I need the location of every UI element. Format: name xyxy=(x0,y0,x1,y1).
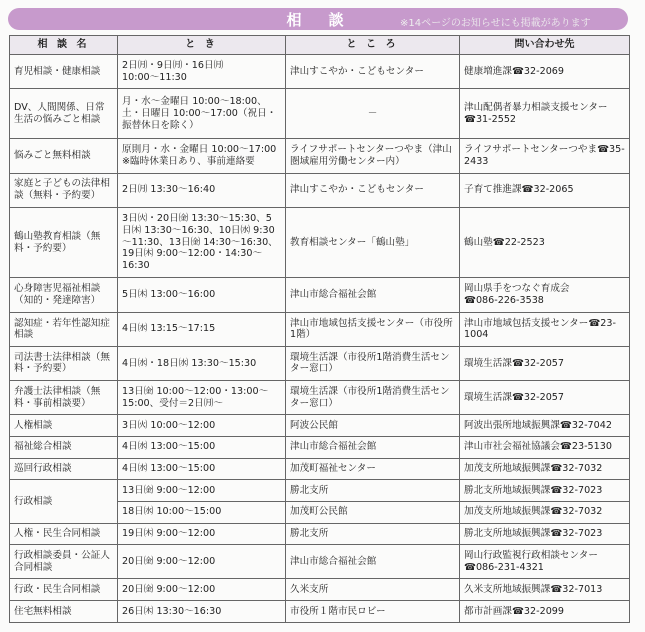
table-row xyxy=(10,601,630,623)
table-row xyxy=(10,415,630,437)
row-time: 4日㈬ 13:00～15:00 xyxy=(118,436,286,458)
row-name: 鶴山塾教育相談（無料・予約要） xyxy=(10,207,118,278)
table-row xyxy=(10,523,630,545)
row-place: 勝北支所 xyxy=(286,480,460,502)
row-place: ライフサポートセンターつやま（津山圏域雇用労働センター内） xyxy=(286,139,460,173)
row-time: 20日㈮ 9:00～12:00 xyxy=(118,579,286,601)
row-time: 2日㈪ 13:30～16:40 xyxy=(118,173,286,207)
row-time: 4日㈬ 13:00～15:00 xyxy=(118,458,286,480)
row-contact: 岡山県手をつなぐ育成会 ☎086-226-3538 xyxy=(460,278,630,312)
section-title: 相 談 xyxy=(286,11,350,29)
row-name: 行政相談 xyxy=(10,480,118,523)
row-name: 行政相談委員・公証人合同相談 xyxy=(10,545,118,579)
row-place: 久米支所 xyxy=(286,579,460,601)
row-contact: 津山市地域包括支援センター☎23-1004 xyxy=(460,312,630,346)
row-contact: 阿波出張所地域振興課☎32-7042 xyxy=(460,415,630,437)
row-place: 教育相談センター「鶴山塾」 xyxy=(286,207,460,278)
row-contact: 岡山行政監視行政相談センター☎086-231-4321 xyxy=(460,545,630,579)
row-time: 3日㈫ 10:00～12:00 xyxy=(118,415,286,437)
row-time: 5日㈭ 13:00～16:00 xyxy=(118,278,286,312)
row-contact: 加茂支所地域振興課☎32-7032 xyxy=(460,501,630,523)
row-contact: 環境生活課☎32-2057 xyxy=(460,346,630,380)
row-name: 住宅無料相談 xyxy=(10,601,118,623)
table-row xyxy=(10,139,630,173)
table-row xyxy=(10,346,630,380)
row-name: 行政・民生合同相談 xyxy=(10,579,118,601)
table-row xyxy=(10,579,630,601)
section-banner xyxy=(8,8,628,30)
row-time: 13日㈮ 9:00～12:00 xyxy=(118,480,286,502)
table-row xyxy=(10,89,630,139)
row-contact: 健康増進課☎32-2069 xyxy=(460,55,630,89)
row-place: 環境生活課（市役所1階消費生活センター窓口） xyxy=(286,381,460,415)
row-name: 心身障害児福祉相談（知的・発達障害） xyxy=(10,278,118,312)
table-row xyxy=(10,55,630,89)
row-place: 阿波公民館 xyxy=(286,415,460,437)
column-header-name: 相 談 名 xyxy=(10,36,118,55)
row-time: 13日㈮ 10:00～12:00・13:00～15:00、受付＝2日㈪～ xyxy=(118,381,286,415)
table-row xyxy=(10,545,630,579)
table-row xyxy=(10,381,630,415)
column-header-time: と き xyxy=(118,36,286,55)
row-contact: 子育て推進課☎32-2065 xyxy=(460,173,630,207)
row-contact: 勝北支所地域振興課☎32-7023 xyxy=(460,523,630,545)
row-name: 認知症・若年性認知症相談 xyxy=(10,312,118,346)
table-row xyxy=(10,207,630,278)
row-name: 福祉総合相談 xyxy=(10,436,118,458)
row-contact: 鶴山塾☎22-2523 xyxy=(460,207,630,278)
column-header-place: と こ ろ xyxy=(286,36,460,55)
row-contact: ライフサポートセンターつやま☎35-2433 xyxy=(460,139,630,173)
row-name: 家庭と子どもの法律相談（無料・予約要） xyxy=(10,173,118,207)
row-time: 2日㈪・9日㈪・16日㈪ 10:00～11:30 xyxy=(118,55,286,89)
table-row xyxy=(10,173,630,207)
consultation-table xyxy=(9,35,630,623)
table-header-row xyxy=(10,36,630,55)
row-place: 市役所１階市民ロビー xyxy=(286,601,460,623)
row-name: 育児相談・健康相談 xyxy=(10,55,118,89)
table-row xyxy=(10,480,630,502)
row-name: 人権相談 xyxy=(10,415,118,437)
row-place: 津山市地域包括支援センター（市役所1階） xyxy=(286,312,460,346)
column-header-contact: 問い合わせ先 xyxy=(460,36,630,55)
row-contact: 津山配偶者暴力相談支援センター☎31-2552 xyxy=(460,89,630,139)
row-place: － xyxy=(286,89,460,139)
row-name: 悩みごと無料相談 xyxy=(10,139,118,173)
row-time: 4日㈬ 13:15～17:15 xyxy=(118,312,286,346)
section-note: ※14ページのお知らせにも掲載があります xyxy=(400,18,591,29)
table-row xyxy=(10,312,630,346)
row-place: 加茂町福祉センター xyxy=(286,458,460,480)
row-name: DV、人間関係、日常生活の悩みごと相談 xyxy=(10,89,118,139)
row-time: 原則月・水・金曜日 10:00～17:00 ※臨時休業日あり、事前連絡要 xyxy=(118,139,286,173)
table-row xyxy=(10,278,630,312)
row-contact: 久米支所地域振興課☎32-7013 xyxy=(460,579,630,601)
row-contact: 津山市社会福祉協議会☎23-5130 xyxy=(460,436,630,458)
row-place: 津山すこやか・こどもセンター xyxy=(286,173,460,207)
row-place: 勝北支所 xyxy=(286,523,460,545)
row-contact: 環境生活課☎32-2057 xyxy=(460,381,630,415)
row-time: 26日㈭ 13:30～16:30 xyxy=(118,601,286,623)
row-place: 津山市総合福祉会館 xyxy=(286,545,460,579)
row-place: 加茂町公民館 xyxy=(286,501,460,523)
row-name: 巡回行政相談 xyxy=(10,458,118,480)
row-contact: 加茂支所地域振興課☎32-7032 xyxy=(460,458,630,480)
row-time: 4日㈬・18日㈬ 13:30～15:30 xyxy=(118,346,286,380)
row-place: 津山すこやか・こどもセンター xyxy=(286,55,460,89)
table-row xyxy=(10,458,630,480)
row-name: 人権・民生合同相談 xyxy=(10,523,118,545)
row-time: 3日㈫・20日㈮ 13:30～15:30、5日㈭ 13:30～16:30、10日㈬ 9:30～11:30、13日㈮ 14:30～16:30、19日㈭ 9:00～12:00・14:30～16:30 xyxy=(118,207,286,278)
row-time: 月・水～金曜日 10:00～18:00、土・日曜日 10:00～17:00（祝日・振替休日を除く） xyxy=(118,89,286,139)
row-name: 司法書士法律相談（無料・予約要） xyxy=(10,346,118,380)
row-place: 津山市総合福祉会館 xyxy=(286,278,460,312)
row-time: 20日㈮ 9:00～12:00 xyxy=(118,545,286,579)
row-place: 津山市総合福祉会館 xyxy=(286,436,460,458)
row-name: 弁護士法律相談（無料・事前相談要） xyxy=(10,381,118,415)
row-place: 環境生活課（市役所1階消費生活センター窓口） xyxy=(286,346,460,380)
row-contact: 勝北支所地域振興課☎32-7023 xyxy=(460,480,630,502)
row-contact: 都市計画課☎32-2099 xyxy=(460,601,630,623)
row-time: 18日㈬ 10:00～15:00 xyxy=(118,501,286,523)
table-row xyxy=(10,436,630,458)
row-time: 19日㈭ 9:00～12:00 xyxy=(118,523,286,545)
